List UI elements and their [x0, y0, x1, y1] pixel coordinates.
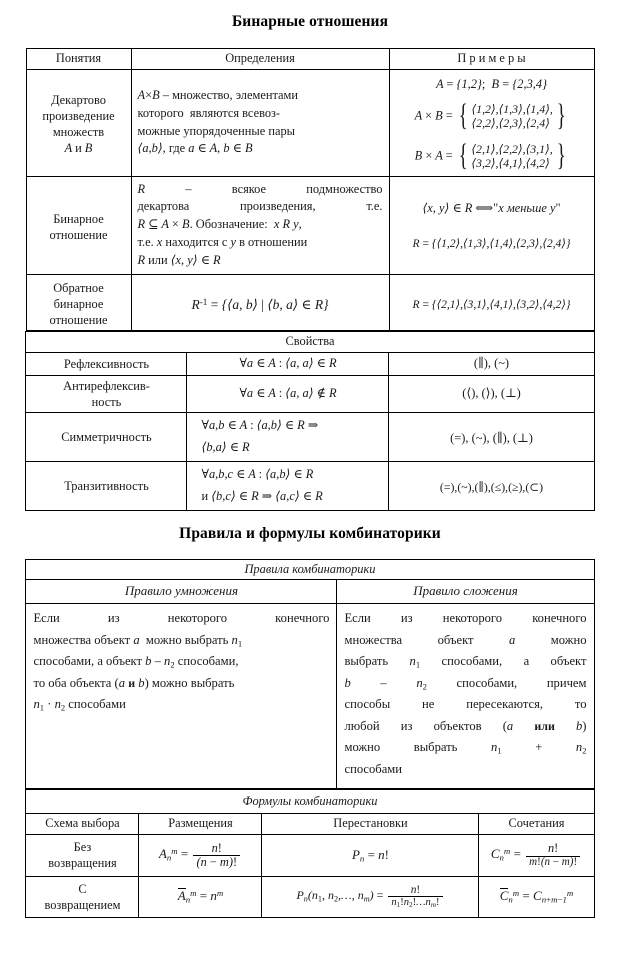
property-name-line: ность: [91, 395, 122, 410]
formula-permutations-without-repetition: $P_n = n$!: [262, 835, 479, 876]
property-definition-line: и ⟨b,c⟩ ∈ R ⇒ ⟨a,c⟩ ∈ R: [201, 488, 323, 503]
column-header-definitions: Определения: [131, 48, 389, 69]
rule-line: множества объект a можно: [344, 632, 587, 647]
table-relation-properties: [25, 331, 594, 511]
rule-line: можно выбрать $n_1 + n_2$: [344, 740, 587, 756]
example-order-condition: ⟨x, y⟩ ∈ R ⟺"x меньше y": [422, 200, 561, 215]
examples-inverse-relation: [389, 274, 594, 330]
example-b-times-a: B × A = { ⟨2,1⟩,⟨2,2⟩,⟨3,1⟩, ⟨3,2⟩,⟨4,1⟩,⟨4,2⟩ }: [414, 138, 566, 173]
column-header-examples: П р и м е р ы: [389, 48, 594, 69]
formula-placements-without-repetition: $A_n^m$ = $\frac{n!}{(n - m)!}$: [139, 835, 262, 876]
rule-line: b – $n_2$ способами, причем: [344, 675, 587, 692]
definition-line: R ⊆ A × B. Обозначение: x R y,: [137, 217, 302, 232]
definition-line: R – всякое подмножество: [137, 181, 383, 196]
rule-heading-addition: Правило сложения: [337, 580, 594, 604]
table-row-binary-relation: [26, 176, 594, 274]
rule-line: то оба объекта (a и b) можно выбрать: [33, 675, 235, 690]
formulas-banner-row: [26, 789, 594, 814]
rules-banner-row: [26, 559, 594, 580]
table-row-with-repetition: [26, 876, 594, 917]
property-examples-reflexivity: (∥), (~): [389, 353, 594, 376]
definition-line: которого являются всевоз-: [137, 105, 281, 120]
column-header-concepts: Понятия: [26, 48, 131, 69]
table-row-cartesian-product: [26, 69, 594, 176]
concept-line: отношение: [49, 227, 108, 242]
rule-line: способами, а объект b – $n_2$ способами,: [33, 654, 239, 670]
property-definition-line: ∀a,b ∈ A : ⟨a,b⟩ ∈ R ⇒: [201, 418, 319, 433]
example-a-times-b: A × B = { ⟨1,2⟩,⟨1,3⟩,⟨1,4⟩, ⟨2,2⟩,⟨2,3⟩,⟨2,4⟩ }: [414, 98, 566, 133]
rule-line: способы не пересекаются, то: [344, 697, 587, 712]
definition-line: ⟨a,b⟩, где a ∈ A, b ∈ B: [137, 141, 253, 156]
table-row-reflexivity: [26, 353, 594, 376]
example-relation-set: R = {⟨1,2⟩,⟨1,3⟩,⟨1,4⟩,⟨2,3⟩,⟨2,4⟩}: [412, 236, 571, 250]
property-definition-line: ∀a,b,c ∈ A : ⟨a,b⟩ ∈ R: [201, 467, 314, 482]
table-binary-relations: [26, 48, 595, 332]
concept-line: Бинарное: [53, 211, 104, 226]
concept-line: отношение: [49, 313, 108, 328]
property-examples-antireflexivity: (⟨), (⟩), (⊥): [389, 376, 594, 413]
property-definition-symmetry: [187, 413, 389, 462]
example-inverse-set: R = {⟨2,1⟩,⟨3,1⟩,⟨4,1⟩,⟨3,2⟩,⟨4,2⟩}: [412, 298, 571, 312]
examples-cartesian-product: [389, 69, 594, 176]
page-title-binary-relations: Бинарные отношения: [231, 13, 389, 31]
rules-body-row: [26, 604, 594, 789]
scheme-line: С: [78, 881, 87, 896]
property-name-line: Антирефлексив-: [63, 379, 150, 394]
property-name-reflexivity: Рефлексивность: [26, 353, 187, 376]
rule-line: Если из некоторого конечного: [33, 611, 330, 626]
examples-binary-relation: [389, 176, 594, 274]
rule-line: Если из некоторого конечного: [344, 611, 587, 626]
properties-banner-row: [26, 332, 594, 353]
document-page: [0, 10, 620, 917]
property-examples-transitivity: (=),(~),(∥),(≤),(≥),(⊂): [389, 462, 594, 511]
rule-line: $n_1 \cdot n_2$ способами: [33, 697, 126, 713]
rule-line: множества объект a можно выбрать $n_1$: [33, 632, 243, 648]
scheme-with-repetition: [26, 876, 139, 917]
concept-inverse-relation: [26, 274, 131, 330]
rule-body-addition: [337, 604, 594, 789]
concept-line: множеств: [52, 125, 105, 140]
formula-inverse-relation: $R^{-1}$ = {⟨a, b⟩ | ⟨b, a⟩ ∈ R}: [191, 297, 329, 313]
property-name-antireflexivity: [26, 376, 187, 413]
concept-line: бинарное: [53, 297, 104, 312]
formula-combinations-with-repetition: $C_n^m = C_{n+m-1}^m$: [479, 876, 594, 917]
properties-banner: Свойства: [26, 332, 594, 353]
definition-line: т.е. x находится с y в отношении: [137, 235, 308, 250]
table-row-symmetry: [26, 413, 594, 462]
property-definition-line: ⟨b,a⟩ ∈ R: [201, 440, 250, 455]
rule-body-multiplication: [26, 604, 337, 789]
table-row-inverse-relation: [26, 274, 594, 330]
table-row-transitivity: [26, 462, 594, 511]
rules-heading-row: [26, 580, 594, 604]
property-examples-symmetry: (=), (~), (∥), (⊥): [389, 413, 594, 462]
table-combinatorics-formulas: [25, 789, 594, 918]
property-definition-antireflexivity: ∀a ∈ A : ⟨a, a⟩ ∉ R: [187, 376, 389, 413]
table-combinatorics-rules: [25, 559, 594, 789]
table-row-without-repetition: [26, 835, 594, 876]
property-name-symmetry: Симметричность: [26, 413, 187, 462]
page-title-combinatorics: Правила и формулы комбинаторики: [179, 525, 441, 543]
rule-line: способами: [344, 762, 403, 777]
column-header-combinations: Сочетания: [479, 814, 594, 835]
concept-line-math: A и B: [64, 141, 93, 156]
property-name-transitivity: Транзитивность: [26, 462, 187, 511]
formula-combinations-without-repetition: $C_n^m$ = $\frac{n!}{m!(n - m)!}$: [479, 835, 594, 876]
formulas-header-row: [26, 814, 594, 835]
table-row-antireflexivity: [26, 376, 594, 413]
column-header-permutations: Перестановки: [262, 814, 479, 835]
scheme-line: возвращения: [48, 856, 117, 871]
scheme-line: Без: [73, 840, 92, 855]
concept-line: Декартово: [51, 92, 106, 107]
rules-banner: Правила комбинаторики: [26, 559, 594, 580]
definition-binary-relation: [131, 176, 389, 274]
concept-line: Обратное: [53, 280, 104, 295]
example-sets-ab: A = {1,2}; B = {2,3,4}: [435, 76, 548, 91]
rule-line: выбрать $n_1$ способами, а объект: [344, 654, 587, 670]
scheme-line: возвращением: [44, 897, 121, 912]
concept-cartesian-product: [26, 69, 131, 176]
concept-binary-relation: [26, 176, 131, 274]
column-header-scheme: Схема выбора: [26, 814, 139, 835]
definition-line: можные упорядоченные пары: [137, 123, 296, 138]
rule-heading-multiplication: Правило умножения: [26, 580, 337, 604]
definition-line: декартова произведения, т.е.: [137, 199, 383, 214]
scheme-without-repetition: [26, 835, 139, 876]
definition-line: A×B – множество, элементами: [137, 87, 298, 102]
formula-placements-with-repetition: $A_n^m = n^m$: [139, 876, 262, 917]
formulas-banner: Формулы комбинаторики: [26, 789, 594, 814]
definition-cartesian-product: [131, 69, 389, 176]
table-header-row: [26, 48, 594, 69]
concept-line: произведение: [42, 108, 115, 123]
column-header-placements: Размещения: [139, 814, 262, 835]
property-definition-reflexivity: ∀a ∈ A : ⟨a, a⟩ ∈ R: [187, 353, 389, 376]
property-definition-transitivity: [187, 462, 389, 511]
formula-permutations-with-repetition: $P_n(n_1$, $n_2,\dots$, $n_m$) = $\frac{n!}{n_1!n_2!\dots n_m!}$: [262, 876, 479, 917]
rule-line: любой из объектов (a или b): [344, 718, 587, 733]
definition-inverse-relation: [131, 274, 389, 330]
definition-line: R или ⟨x, y⟩ ∈ R: [137, 253, 221, 268]
